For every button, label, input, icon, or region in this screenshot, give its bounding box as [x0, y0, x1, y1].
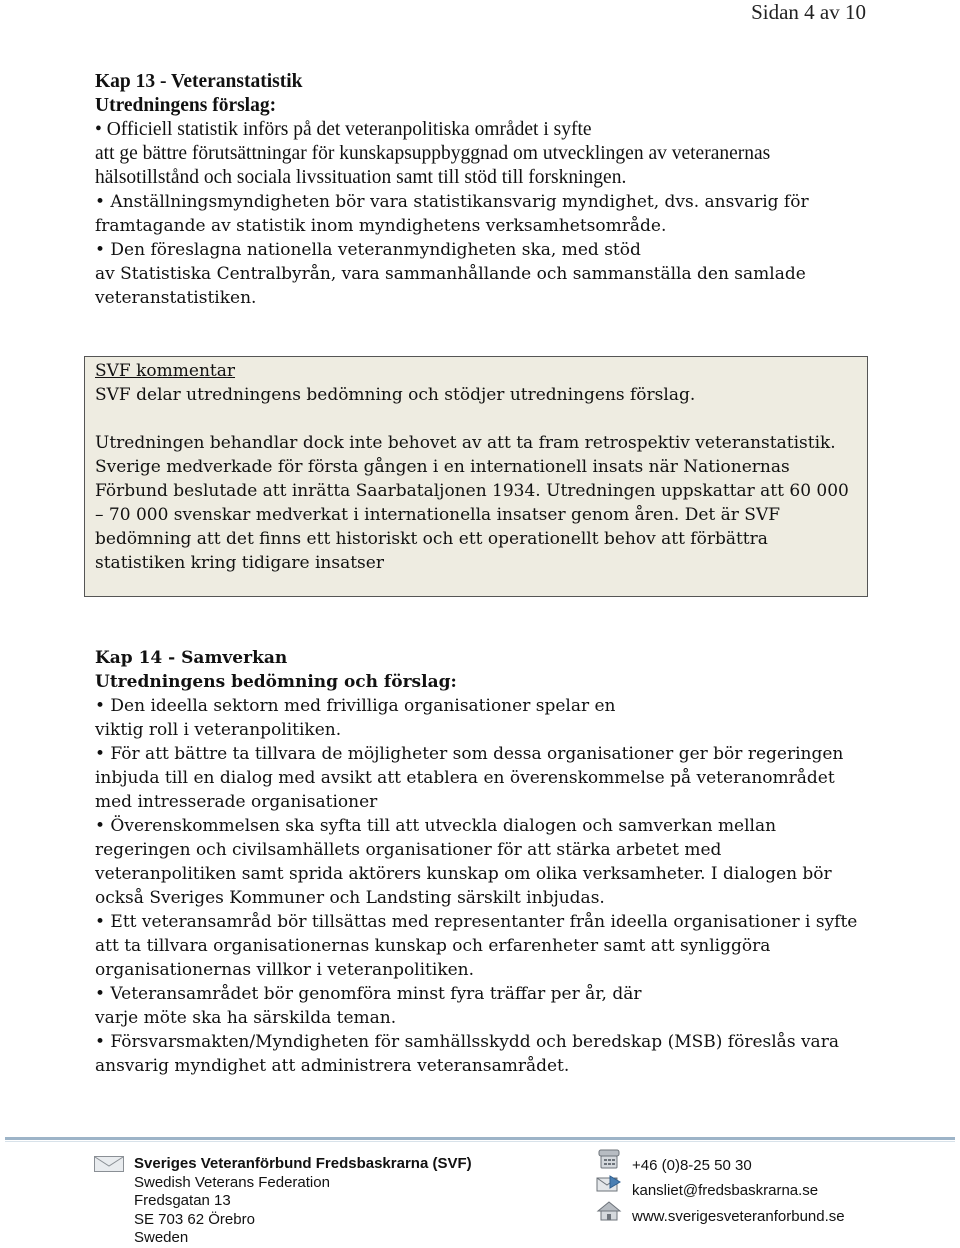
footer-org-name: Sveriges Veteranförbund Fredsbaskrarna (SVF) — [134, 1155, 472, 1172]
section-heading: Kap 13 - Veteranstatistik — [95, 71, 303, 92]
text-line: • Den föreslagna nationella veteranmyndigheten ska, med stöd — [95, 240, 641, 260]
text-line: • Den ideella sektorn med frivilliga organisationer spelar en — [95, 696, 616, 716]
footer-address — [134, 1155, 472, 1248]
footer-divider-shadow — [5, 1141, 955, 1142]
section-kap13 — [95, 70, 870, 310]
footer-country: Sweden — [134, 1229, 189, 1246]
text-line: • Anställningsmyndigheten bör vara statistikansvarig myndighet, dvs. ansvarig för — [95, 192, 809, 212]
text-line: regeringen och civilsamhällets organisationer för att stärka arbetet med — [95, 840, 722, 860]
section-heading: Kap 14 - Samverkan — [95, 648, 288, 668]
footer-email[interactable]: kansliet@fredsbaskrarna.se — [632, 1182, 819, 1199]
page-number: Sidan 4 av 10 — [751, 0, 866, 24]
text-line: • Försvarsmakten/Myndigheten för samhällsskydd och beredskap (MSB) föreslås vara — [95, 1032, 839, 1052]
comment-line: Sverige medverkade för första gången i en internationell insats när Nationernas — [95, 457, 790, 477]
footer-website[interactable]: www.sverigesveteranforbund.se — [632, 1208, 845, 1225]
text-line: • Ett veteransamråd bör tillsättas med representanter från ideella organisationer i syfte — [95, 912, 858, 932]
text-line: att ge bättre förutsättningar för kunskapsuppbyggnad om utvecklingen av veteranernas — [95, 143, 771, 164]
footer-divider — [5, 1137, 955, 1140]
footer-postal: SE 703 62 Örebro — [134, 1210, 255, 1228]
text-line: inbjuda till en dialog med avsikt att etablera en överenskommelse på veteranområdet — [95, 768, 835, 788]
text-line: framtagande av statistik inom myndighetens verksamhetsområde. — [95, 216, 667, 236]
text-line: viktig roll i veteranpolitiken. — [95, 720, 342, 740]
footer-phone: +46 (0)8-25 50 30 — [632, 1157, 752, 1174]
mail-envelope-icon — [94, 1156, 124, 1172]
text-line: veteranstatistiken. — [95, 288, 257, 308]
text-line: också Sveriges Kommuner och Landsting särskilt inbjudas. — [95, 888, 605, 908]
footer-org-english: Swedish Veterans Federation — [134, 1173, 330, 1191]
text-line: ansvarig myndighet att administrera veteransamrådet. — [95, 1056, 570, 1076]
text-line: • Överenskommelsen ska syfta till att utveckla dialogen och samverkan mellan — [95, 816, 777, 836]
svf-comment-box — [84, 356, 868, 597]
comment-title: SVF kommentar — [95, 361, 236, 381]
text-line: • Officiell statistik införs på det veteranpolitiska området i syfte — [95, 119, 592, 140]
section-subheading: Utredningens bedömning och förslag: — [95, 672, 457, 692]
section-subheading: Utredningens förslag: — [95, 95, 277, 116]
text-line: • Veteransamrådet bör genomföra minst fyra träffar per år, där — [95, 984, 642, 1004]
text-line: varje möte ska ha särskilda teman. — [95, 1008, 397, 1028]
email-arrow-icon — [596, 1174, 622, 1194]
text-line: veteranpolitiken samt sprida aktörers kunskap om olika verksamheter. I dialogen bör — [95, 864, 832, 884]
telephone-icon — [596, 1148, 622, 1170]
text-line: av Statistiska Centralbyrån, vara sammanhållande och sammanställa den samlade — [95, 264, 806, 284]
footer-street: Fredsgatan 13 — [134, 1192, 231, 1209]
section-kap14 — [95, 646, 870, 1078]
comment-line: SVF delar utredningens bedömning och stödjer utredningens förslag. — [95, 385, 696, 405]
comment-line: – 70 000 svenskar medverkat i internationella insatser genom åren. Det är SVF — [95, 505, 781, 525]
comment-line: Utredningen behandlar dock inte behovet av att ta fram retrospektiv veteranstatistik. — [95, 433, 836, 453]
home-icon — [596, 1200, 622, 1222]
text-line: hälsotillstånd och sociala livssituation samt till stöd till forskningen. — [95, 167, 627, 188]
text-line: • För att bättre ta tillvara de möjligheter som dessa organisationer ger bör regeringen — [95, 744, 844, 764]
text-line: organisationernas villkor i veteranpolitiken. — [95, 960, 475, 980]
comment-line: bedömning att det finns ett historiskt och ett operationellt behov att förbättra — [95, 529, 768, 549]
comment-line: Förbund beslutade att inrätta Saarbataljonen 1934. Utredningen uppskattar att 60 000 — [95, 481, 849, 501]
text-line: att ta tillvara organisationernas kunskap och erfarenheter samt att synliggöra — [95, 936, 771, 956]
comment-line: statistiken kring tidigare insatser — [95, 553, 384, 573]
text-line: med intresserade organisationer — [95, 792, 378, 812]
